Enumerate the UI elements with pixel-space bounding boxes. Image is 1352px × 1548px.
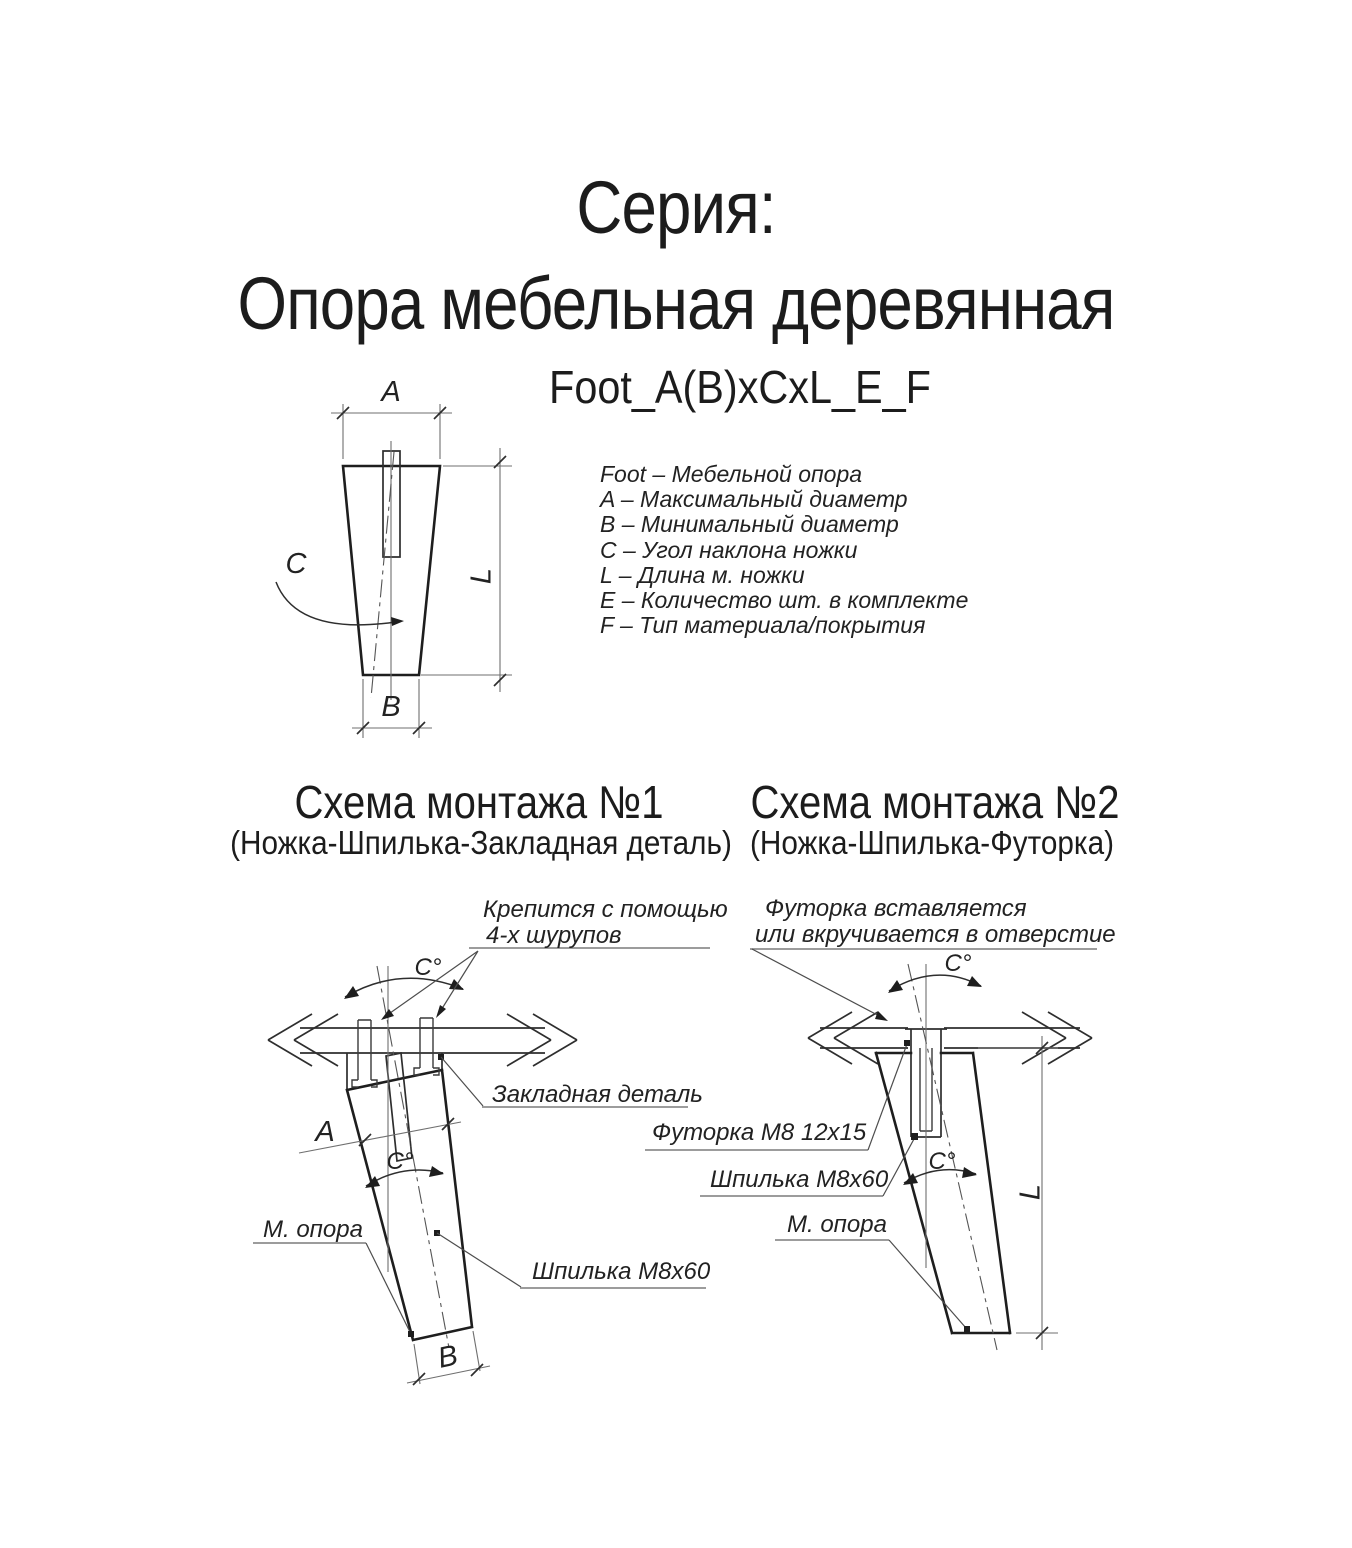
scheme1-angle-mid-label: C° bbox=[386, 1148, 414, 1175]
main-dim-a-label: A bbox=[381, 376, 401, 408]
scheme1-subheading: (Ножка-Шпилька-Закладная деталь) bbox=[230, 824, 732, 861]
support-leader bbox=[889, 1240, 966, 1328]
scheme1-note-line2: 4-х шурупов bbox=[486, 922, 622, 949]
angle-top-arrowhead-left bbox=[888, 980, 903, 993]
angle-c-arrowhead bbox=[391, 617, 404, 626]
legend-item: C – Угол наклона ножки bbox=[600, 536, 858, 563]
scheme1-stud-label: Шпилька М8х60 bbox=[532, 1258, 711, 1285]
stud-outline bbox=[386, 1053, 412, 1161]
main-dim-b-label: B bbox=[381, 691, 401, 723]
stud-leader-dot bbox=[911, 1133, 918, 1140]
scheme1-note-line1: Крепится с помощью bbox=[483, 896, 728, 923]
angle-top-arc bbox=[345, 978, 463, 997]
scheme2-heading: Схема монтажа №2 bbox=[750, 776, 1120, 828]
designation-legend bbox=[600, 462, 968, 638]
stud-leader bbox=[437, 1233, 521, 1287]
scheme2-angle-mid-label: C° bbox=[928, 1148, 956, 1175]
board-lines bbox=[300, 1028, 545, 1053]
insert-leader-dot bbox=[904, 1040, 910, 1046]
legend-item: Foot – Мебельной опора bbox=[600, 461, 863, 487]
legend-item: F – Тип материала/покрытия bbox=[600, 612, 926, 639]
scheme2-drawing bbox=[645, 949, 1097, 1350]
scheme2-stud-label: Шпилька М8х60 bbox=[710, 1166, 889, 1193]
support-leader-dot bbox=[408, 1331, 414, 1337]
note-arrowhead-2 bbox=[436, 1005, 446, 1018]
angle-mid-arrowhead-right bbox=[429, 1166, 444, 1177]
scheme2-dim-l-label: L bbox=[1014, 1183, 1047, 1201]
plate-leader bbox=[441, 1057, 483, 1106]
scheme2-support-label: М. опора bbox=[787, 1211, 887, 1238]
board-break-chevrons bbox=[268, 1014, 577, 1066]
scheme2-insert-label: Футорка М8 12х15 bbox=[652, 1119, 867, 1146]
main-dim-l-label: L bbox=[465, 567, 498, 585]
leg-outline bbox=[876, 1053, 1010, 1333]
title-line-2: Опора мебельная деревянная bbox=[237, 262, 1115, 345]
support-leader-dot bbox=[964, 1326, 970, 1332]
main-angle-c-label: C bbox=[285, 548, 307, 580]
plate-edges bbox=[347, 1053, 442, 1090]
legend-item: A – Максимальный диаметр bbox=[600, 486, 908, 513]
scheme1-heading: Схема монтажа №1 bbox=[294, 776, 664, 828]
angle-mid-arrowhead-right bbox=[962, 1167, 977, 1178]
board-break-chevrons bbox=[808, 1012, 1092, 1064]
scheme2-angle-top-label: C° bbox=[944, 950, 972, 977]
legend-item: E – Количество шт. в комплекте bbox=[600, 587, 969, 614]
legend-item: L – Длина м. ножки bbox=[600, 561, 805, 588]
scheme1-dim-b-label: B bbox=[435, 1339, 461, 1375]
note-leader bbox=[752, 949, 885, 1019]
scheme1-angle-top-label: C° bbox=[414, 954, 442, 981]
leg-outline bbox=[347, 1070, 472, 1340]
scheme1-drawing bbox=[253, 948, 710, 1385]
angle-top-arrowhead-left bbox=[344, 986, 359, 999]
title-line-1: Серия: bbox=[576, 166, 776, 249]
product-designation: Foot_A(B)xCxL_E_F bbox=[549, 361, 931, 413]
scheme2-note-line1: Футорка вставляется bbox=[765, 895, 1027, 922]
scheme2-note-line2: или вкручивается в отверстие bbox=[755, 921, 1116, 948]
scheme1-plate-label: Закладная деталь bbox=[492, 1081, 703, 1108]
insert-leader bbox=[868, 1044, 907, 1150]
page-title bbox=[95, 160, 1258, 352]
scheme2-subheading: (Ножка-Шпилька-Футорка) bbox=[750, 824, 1114, 861]
scheme1-support-label: М. опора bbox=[263, 1216, 363, 1243]
angle-mid-arrowhead-left bbox=[903, 1173, 918, 1185]
board-lines bbox=[820, 1028, 1080, 1048]
scheme1-dim-a-label: A bbox=[315, 1116, 335, 1148]
angle-mid-arrowhead-left bbox=[365, 1176, 380, 1188]
legend-item: B – Минимальный диаметр bbox=[600, 511, 899, 538]
